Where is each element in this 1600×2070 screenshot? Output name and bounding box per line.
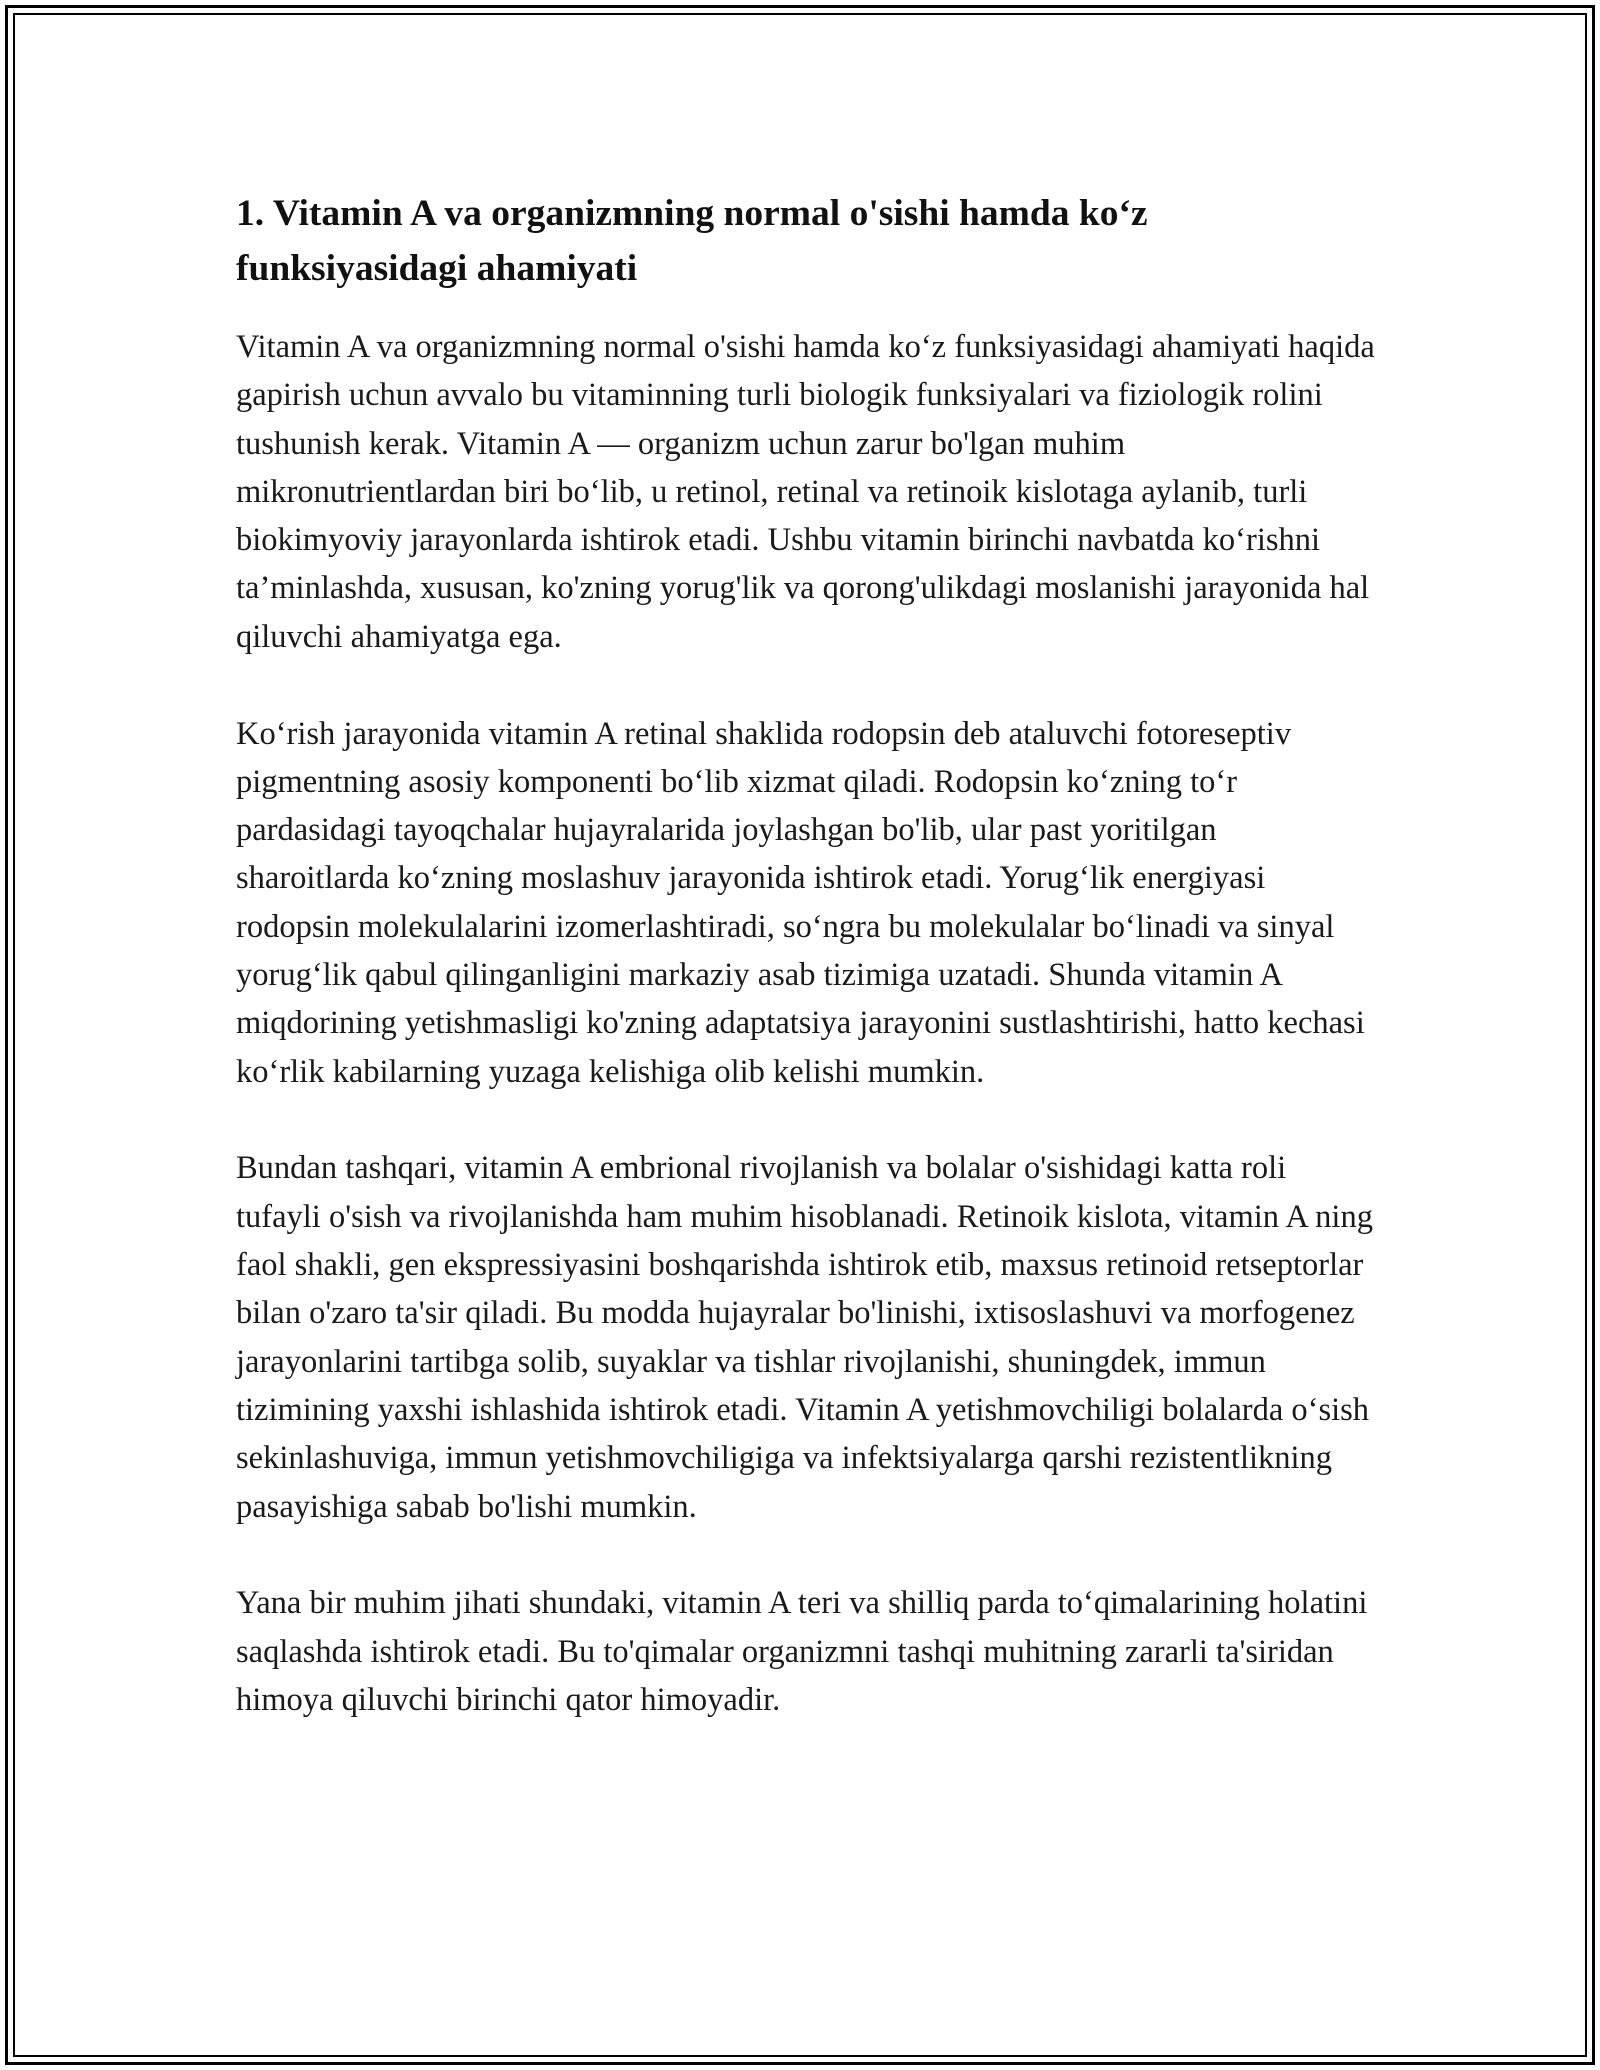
- section-heading: 1. Vitamin A va organizmning normal o'sishi hamda ko‘z funksiyasidagi ahamiyati: [236, 193, 1148, 289]
- paragraph-4: Yana bir muhim jihati shundaki, vitamin A teri va shilliq parda to‘qimalarining holatini saqlashda ishtirok etadi. Bu to'qimalar organizmni tashqi muhitning zararli ta'siridan himoya qiluvchi birinchi qator himoyadir.: [236, 1585, 1368, 1718]
- paragraph-3: Bundan tashqari, vitamin A embrional rivojlanish va bolalar o'sishidagi katta roli tufayli o'sish va rivojlanishda ham muhim hisoblanadi. Retinoik kislota, vitamin A ning faol shakli, gen ekspressiyasini boshqarishda ishtirok etib, maxsus retinoid retseptorlar bilan o'zaro ta'sir qiladi. Bu modda hujayralar bo'linishi, ixtisoslashuvi va morfogenez jarayonlarini tartibga solib, suyaklar va tishlar rivojlanishi, shuningdek, immun tizimining yaxshi ishlashida ishtirok etadi. Vitamin A yetishmovchiligi bolalarda o‘sish sekinlashuviga, immun yetishmovchiligiga va infektsiyalarga qarshi rezistentlikning pasayishiga sabab bo'lishi mumkin.: [236, 1150, 1373, 1525]
- document-body: [236, 186, 1376, 1773]
- paragraph-2: Ko‘rish jarayonida vitamin A retinal shaklida rodopsin deb ataluvchi fotoreseptiv pigmentning asosiy komponenti bo‘lib xizmat qiladi. Rodopsin ko‘zning to‘r pardasidagi tayoqchalar hujayralarida joylashgan bo'lib, ular past yoritilgan sharoitlarda ko‘zning moslashuv jarayonida ishtirok etadi. Yorug‘lik energiyasi rodopsin molekulalarini izomerlashtiradi, so‘ngra bu molekulalar bo‘linadi va sinyal yorug‘lik qabul qilinganligini markaziy asab tizimiga uzatadi. Shunda vitamin A miqdorining yetishmasligi ko'zning adaptatsiya jarayonini sustlashtirishi, hatto kechasi ko‘rlik kabilarning yuzaga kelishiga olib kelishi mumkin.: [236, 715, 1365, 1090]
- paragraph-1: Vitamin A va organizmning normal o'sishi hamda ko‘z funksiyasidagi ahamiyati haqida gapirish uchun avvalo bu vitaminning turli biologik funksiyalari va fiziologik rolini tushunish kerak. Vitamin A — organizm uchun zarur bo'lgan muhim mikronutrientlardan biri bo‘lib, u retinol, retinal va retinoik kislotaga aylanib, turli biokimyoviy jarayonlarda ishtirok etadi. Ushbu vitamin birinchi navbatda ko‘rishni ta’minlashda, xususan, ko'zning yorug'lik va qorong'ulikdagi moslanishi jarayonida hal qiluvchi ahamiyatga ega.: [236, 329, 1375, 655]
